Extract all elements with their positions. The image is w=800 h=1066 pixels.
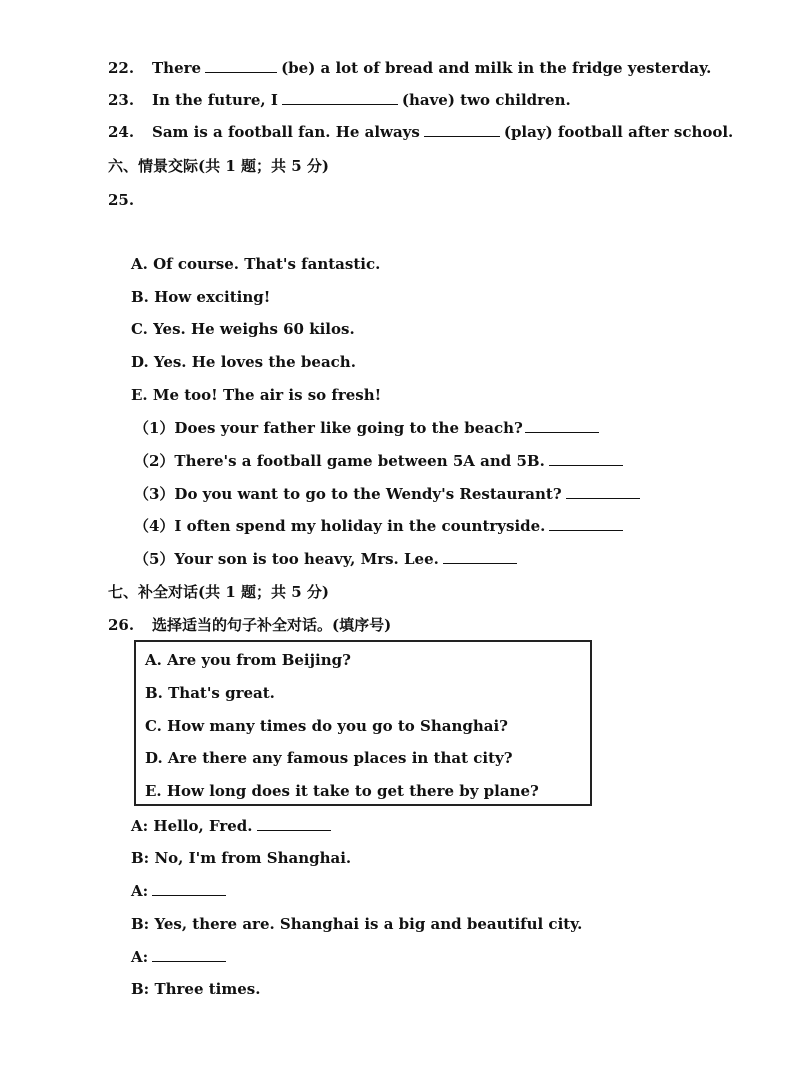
- question-25-number: 25.: [108, 191, 135, 209]
- question-number: 22.: [108, 59, 135, 77]
- question-text: (play) football after school.: [503, 123, 734, 141]
- dialogue-line: B: Yes, there are. Shanghai is a big and beautiful city.: [131, 915, 583, 933]
- dialogue-line: [131, 816, 335, 836]
- option-item: A. Are you from Beijing?: [145, 651, 351, 669]
- question-instruction: 选择适当的句子补全对话。(填序号): [152, 616, 392, 634]
- sub-question-text: （2）There's a football game between 5A and 5B.: [134, 452, 545, 470]
- question-text: In the future, I: [152, 91, 278, 109]
- option-item: C. Yes. He weighs 60 kilos.: [131, 320, 355, 338]
- question-26: [108, 615, 391, 635]
- option-item: E. How long does it take to get there by plane?: [145, 782, 539, 800]
- answer-blank[interactable]: [152, 881, 226, 896]
- option-item: E. Me too! The air is so fresh!: [131, 386, 382, 404]
- option-item: C. How many times do you go to Shanghai?: [145, 717, 508, 735]
- question-22: [108, 58, 711, 78]
- sub-question-text: （5）Your son is too heavy, Mrs. Lee.: [134, 550, 439, 568]
- dialogue-line: [131, 947, 230, 967]
- dialogue-line: B: No, I'm from Shanghai.: [131, 849, 352, 867]
- sub-question-text: （1）Does your father like going to the beach?: [134, 419, 523, 437]
- option-item: D. Yes. He loves the beach.: [131, 353, 356, 371]
- option-item: D. Are there any famous places in that city?: [145, 749, 513, 767]
- answer-blank[interactable]: [549, 516, 623, 531]
- answer-blank[interactable]: [282, 90, 398, 105]
- question-number: 23.: [108, 91, 135, 109]
- answer-blank[interactable]: [424, 122, 500, 137]
- question-number: 26.: [108, 616, 135, 634]
- section-heading-6: 六、情景交际(共 1 题；共 5 分): [108, 157, 329, 175]
- dialogue-text: A:: [131, 882, 149, 900]
- sub-question: [134, 484, 644, 504]
- answer-blank[interactable]: [205, 58, 277, 73]
- answer-blank[interactable]: [525, 418, 599, 433]
- question-text: (be) a lot of bread and milk in the fridge yesterday.: [281, 59, 712, 77]
- option-item: B. How exciting!: [131, 288, 271, 306]
- answer-blank[interactable]: [566, 484, 640, 499]
- question-text: There: [152, 59, 202, 77]
- sub-question-text: （3）Do you want to go to the Wendy's Restaurant?: [134, 485, 562, 503]
- sub-question-text: （4）I often spend my holiday in the countryside.: [134, 517, 546, 535]
- question-text: (have) two children.: [401, 91, 571, 109]
- option-item: B. That's great.: [145, 684, 275, 702]
- answer-blank[interactable]: [549, 451, 623, 466]
- question-number: 24.: [108, 123, 135, 141]
- sub-question: [134, 549, 521, 569]
- section-heading-7: 七、补全对话(共 1 题；共 5 分): [108, 583, 329, 601]
- sub-question: [134, 516, 627, 536]
- option-item: A. Of course. That's fantastic.: [131, 255, 381, 273]
- sub-question: [134, 418, 603, 438]
- answer-blank[interactable]: [257, 816, 331, 831]
- sub-question: [134, 451, 627, 471]
- dialogue-line: B: Three times.: [131, 980, 261, 998]
- question-24: [108, 122, 733, 142]
- question-text: Sam is a football fan. He always: [152, 123, 420, 141]
- dialogue-line: [131, 881, 230, 901]
- answer-blank[interactable]: [443, 549, 517, 564]
- question-23: [108, 90, 571, 110]
- dialogue-text: A: Hello, Fred.: [131, 817, 253, 835]
- dialogue-text: A:: [131, 948, 149, 966]
- answer-blank[interactable]: [152, 947, 226, 962]
